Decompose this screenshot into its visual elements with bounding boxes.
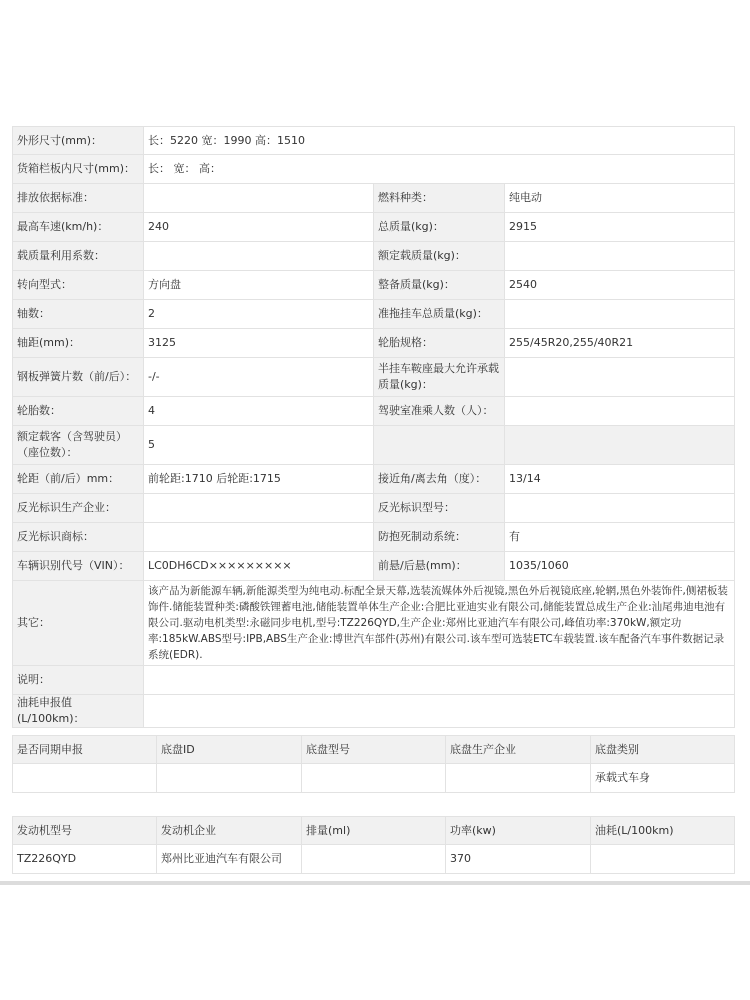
spec-row bbox=[13, 213, 735, 242]
spec-label: 额定载客（含驾驶员）（座位数）： bbox=[13, 426, 144, 465]
spec-label bbox=[505, 426, 735, 465]
spec-value: 2540 bbox=[505, 271, 735, 300]
spec-label: 防抱死制动系统： bbox=[374, 523, 505, 552]
spec-label: 最高车速(km/h)： bbox=[13, 213, 144, 242]
spec-value bbox=[505, 300, 735, 329]
engine-header-row bbox=[13, 817, 735, 845]
spec-value: 1035/1060 bbox=[505, 552, 735, 581]
spec-row bbox=[13, 242, 735, 271]
spec-value bbox=[505, 358, 735, 397]
chassis-column-header: 是否同期申报 bbox=[13, 736, 157, 764]
spec-value: 4 bbox=[144, 397, 374, 426]
chassis-column-header: 底盘生产企业 bbox=[446, 736, 591, 764]
chassis-cell bbox=[302, 764, 446, 793]
engine-table bbox=[12, 816, 735, 874]
bottom-divider bbox=[0, 881, 750, 885]
spec-value: 2 bbox=[144, 300, 374, 329]
spec-row bbox=[13, 426, 735, 465]
spec-label: 准拖挂车总质量(kg)： bbox=[374, 300, 505, 329]
spec-label bbox=[374, 426, 505, 465]
spec-label: 反光标识商标： bbox=[13, 523, 144, 552]
spec-label: 反光标识生产企业： bbox=[13, 494, 144, 523]
spec-value: -/- bbox=[144, 358, 374, 397]
chassis-header-row bbox=[13, 736, 735, 764]
spec-table bbox=[12, 126, 735, 728]
engine-cell: TZ226QYD bbox=[13, 845, 157, 874]
spec-value: 方向盘 bbox=[144, 271, 374, 300]
chassis-cell bbox=[446, 764, 591, 793]
spec-label: 燃料种类： bbox=[374, 184, 505, 213]
spec-value bbox=[505, 242, 735, 271]
spec-row bbox=[13, 329, 735, 358]
engine-column-header: 发动机型号 bbox=[13, 817, 157, 845]
spec-row bbox=[13, 155, 735, 184]
spec-value: 5 bbox=[144, 426, 374, 465]
spec-value: 前轮距:1710 后轮距:1715 bbox=[144, 465, 374, 494]
spec-label: 轴数： bbox=[13, 300, 144, 329]
engine-column-header: 功率(kw) bbox=[446, 817, 591, 845]
spec-row bbox=[13, 523, 735, 552]
spec-label: 货箱栏板内尺寸(mm)： bbox=[13, 155, 144, 184]
spec-label: 轮胎规格： bbox=[374, 329, 505, 358]
spec-value: 2915 bbox=[505, 213, 735, 242]
spec-value: 长： 宽： 高： bbox=[144, 155, 735, 184]
spec-label: 驾驶室准乘人数（人）： bbox=[374, 397, 505, 426]
spec-value: LC0DH6CD××××××××× bbox=[144, 552, 374, 581]
spec-label: 载质量利用系数： bbox=[13, 242, 144, 271]
spec-row bbox=[13, 552, 735, 581]
spec-value: 该产品为新能源车辆,新能源类型为纯电动.标配全景天幕,选装流媒体外后视镜,黑色外后视镜底座,轮辋,黑色外装饰件,侧裙板装饰件.储能装置种类:磷酸铁锂蓄电池,储能装置单体生产企业:合肥比亚迪实业有限公司,储能装置总成生产企业:汕尾弗迪电池有限公司.驱动电机类型:永磁同步电机,型号:TZ226QYD,生产企业:郑州比亚迪汽车有限公司,峰值功率:370kW,额定功率:185kW.ABS型号:IPB,ABS生产企业:博世汽车部件(苏州)有限公司.该车型可选装ETC车载装置.该车配备汽车事件数据记录系统(EDR). bbox=[144, 581, 735, 666]
spec-label: 整备质量(kg)： bbox=[374, 271, 505, 300]
spec-row bbox=[13, 271, 735, 300]
spec-value bbox=[144, 666, 735, 695]
spec-value bbox=[505, 397, 735, 426]
spec-value bbox=[144, 184, 374, 213]
chassis-column-header: 底盘类别 bbox=[591, 736, 735, 764]
chassis-cell bbox=[13, 764, 157, 793]
spec-value: 有 bbox=[505, 523, 735, 552]
engine-row bbox=[13, 845, 735, 874]
spec-value: 240 bbox=[144, 213, 374, 242]
spec-label: 总质量(kg)： bbox=[374, 213, 505, 242]
spec-label: 前悬/后悬(mm)： bbox=[374, 552, 505, 581]
vehicle-spec-sheet bbox=[12, 126, 734, 728]
spec-value bbox=[144, 242, 374, 271]
spec-label: 车辆识别代号（VIN）： bbox=[13, 552, 144, 581]
spec-label: 钢板弹簧片数（前/后）： bbox=[13, 358, 144, 397]
spec-label: 油耗申报值(L/100km)： bbox=[13, 695, 144, 728]
spec-value bbox=[144, 695, 735, 728]
chassis-cell bbox=[157, 764, 302, 793]
spec-label: 说明： bbox=[13, 666, 144, 695]
spec-value: 13/14 bbox=[505, 465, 735, 494]
spec-value: 255/45R20,255/40R21 bbox=[505, 329, 735, 358]
chassis-table bbox=[12, 735, 735, 793]
spec-value: 纯电动 bbox=[505, 184, 735, 213]
chassis-row bbox=[13, 764, 735, 793]
spec-label: 接近角/离去角（度）： bbox=[374, 465, 505, 494]
spec-row bbox=[13, 184, 735, 213]
spec-row bbox=[13, 465, 735, 494]
spec-value bbox=[505, 494, 735, 523]
spec-row bbox=[13, 695, 735, 728]
spec-label: 反光标识型号： bbox=[374, 494, 505, 523]
spec-row bbox=[13, 494, 735, 523]
chassis-column-header: 底盘型号 bbox=[302, 736, 446, 764]
spec-label: 额定载质量(kg)： bbox=[374, 242, 505, 271]
spec-label: 其它： bbox=[13, 581, 144, 666]
spec-label: 排放依据标准： bbox=[13, 184, 144, 213]
spec-label: 轮胎数： bbox=[13, 397, 144, 426]
spec-row bbox=[13, 581, 735, 666]
spec-row bbox=[13, 397, 735, 426]
spec-row bbox=[13, 358, 735, 397]
spec-value: 3125 bbox=[144, 329, 374, 358]
spec-label: 半挂车鞍座最大允许承载质量(kg)： bbox=[374, 358, 505, 397]
spec-value bbox=[144, 494, 374, 523]
chassis-cell: 承载式车身 bbox=[591, 764, 735, 793]
spec-label: 轮距（前/后）mm： bbox=[13, 465, 144, 494]
spec-value bbox=[144, 523, 374, 552]
spec-label: 轴距(mm)： bbox=[13, 329, 144, 358]
spec-row bbox=[13, 300, 735, 329]
engine-column-header: 油耗(L/100km) bbox=[591, 817, 735, 845]
spec-label: 转向型式： bbox=[13, 271, 144, 300]
engine-column-header: 发动机企业 bbox=[157, 817, 302, 845]
spec-row bbox=[13, 666, 735, 695]
engine-column-header: 排量(ml) bbox=[302, 817, 446, 845]
engine-cell bbox=[302, 845, 446, 874]
chassis-column-header: 底盘ID bbox=[157, 736, 302, 764]
engine-cell: 郑州比亚迪汽车有限公司 bbox=[157, 845, 302, 874]
spec-value: 长：5220 宽：1990 高：1510 bbox=[144, 127, 735, 155]
engine-cell: 370 bbox=[446, 845, 591, 874]
spec-label: 外形尺寸(mm)： bbox=[13, 127, 144, 155]
spec-row bbox=[13, 127, 735, 155]
engine-cell bbox=[591, 845, 735, 874]
